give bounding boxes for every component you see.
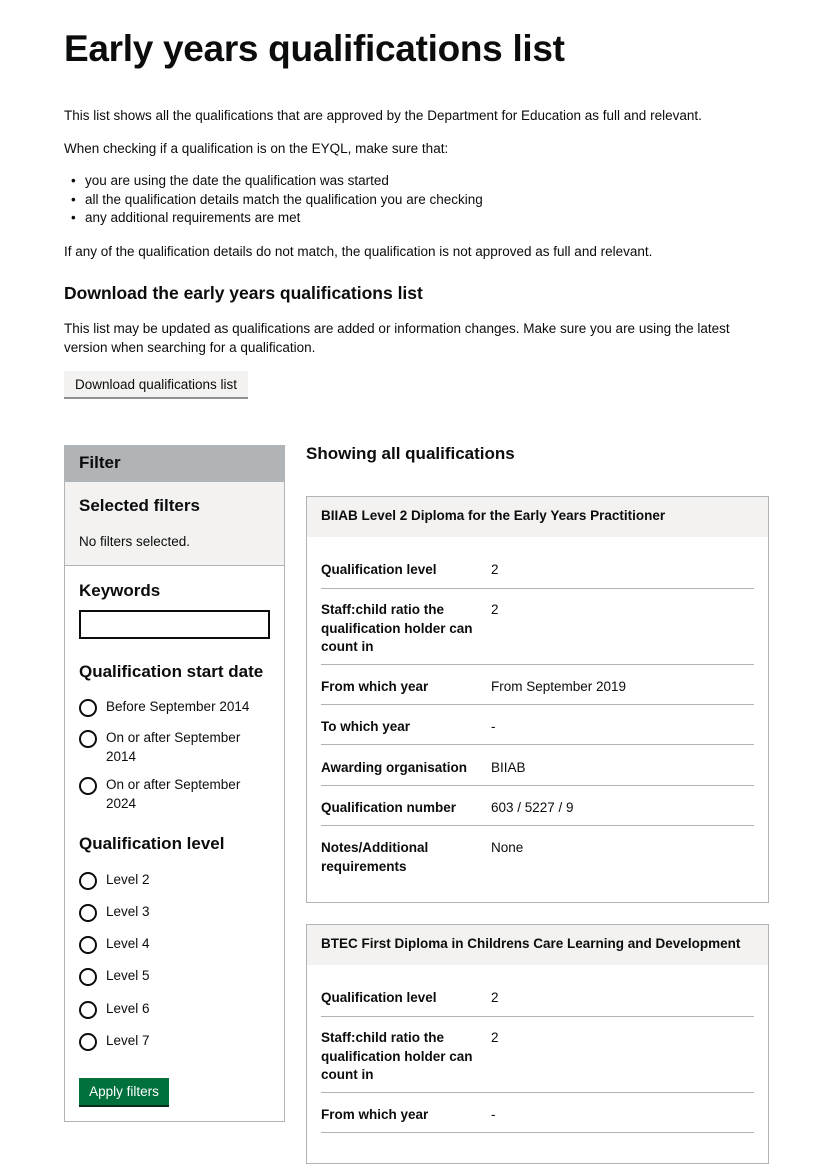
radio-circle[interactable] — [79, 936, 97, 954]
level-radio-5[interactable] — [79, 967, 256, 986]
selected-filters-heading: Selected filters — [79, 496, 200, 515]
selected-filters-text: No filters selected. — [79, 534, 191, 549]
detail-row-from — [321, 678, 754, 705]
detail-row-number — [321, 799, 754, 826]
detail-value: 603 / 5227 / 9 — [491, 800, 574, 815]
detail-row-org — [321, 759, 754, 786]
start-date-radio-after-2014[interactable] — [79, 729, 256, 766]
radio-circle[interactable] — [79, 904, 97, 922]
qualification-title: BIIAB Level 2 Diploma for the Early Years Practitioner — [307, 497, 768, 537]
radio-label: Before September 2014 — [106, 699, 250, 714]
level-radio-2[interactable] — [79, 871, 256, 890]
detail-label: To which year — [321, 719, 411, 734]
radio-label: On or after September 2024 — [106, 777, 241, 811]
selected-filters — [65, 482, 284, 566]
radio-label: Level 5 — [106, 968, 150, 983]
level-radio-6[interactable] — [79, 1000, 256, 1019]
detail-row-to — [321, 718, 754, 745]
radio-circle[interactable] — [79, 730, 97, 748]
radio-circle[interactable] — [79, 968, 97, 986]
radio-label: Level 6 — [106, 1001, 150, 1016]
detail-value: 2 — [491, 1030, 499, 1045]
level-radio-4[interactable] — [79, 935, 256, 954]
detail-row-ratio — [321, 1029, 754, 1093]
radio-circle[interactable] — [79, 699, 97, 717]
detail-label: Qualification level — [321, 562, 437, 577]
detail-row-from — [321, 1106, 754, 1133]
start-date-radio-after-2024[interactable] — [79, 776, 256, 813]
detail-row-level — [321, 989, 754, 1017]
keywords-input[interactable] — [79, 610, 270, 639]
list-item: • any additional requirements are met — [64, 209, 483, 228]
detail-value: 2 — [491, 990, 499, 1005]
list-item: • all the qualification details match the qualification you are checking — [64, 191, 483, 210]
detail-label: Qualification number — [321, 800, 457, 815]
level-label: Qualification level — [79, 834, 225, 853]
qualification-title: BTEC First Diploma in Childrens Care Learning and Development — [307, 925, 768, 965]
detail-label: Awarding organisation — [321, 760, 468, 775]
detail-value: - — [491, 719, 496, 734]
apply-filters-button[interactable]: Apply filters — [79, 1078, 169, 1107]
detail-value: From September 2019 — [491, 679, 627, 694]
radio-label: Level 4 — [106, 936, 150, 951]
detail-label: Notes/Additional requirements — [321, 840, 429, 874]
start-date-label: Qualification start date — [79, 662, 264, 681]
detail-label: Qualification level — [321, 990, 437, 1005]
detail-row-ratio — [321, 601, 754, 665]
detail-value: None — [491, 840, 524, 855]
radio-circle[interactable] — [79, 872, 97, 890]
list-item: • you are using the date the qualification was started — [64, 172, 483, 191]
download-heading: Download the early years qualifications list — [64, 283, 423, 303]
radio-circle[interactable] — [79, 777, 97, 795]
keywords-label: Keywords — [79, 581, 161, 600]
intro-checklist-lead: When checking if a qualification is on the EYQL, make sure that: — [64, 141, 449, 156]
detail-label: From which year — [321, 679, 429, 694]
detail-row-level — [321, 561, 754, 589]
filter-panel — [64, 445, 285, 1122]
radio-label: Level 3 — [106, 904, 150, 919]
detail-row-notes — [321, 839, 754, 884]
download-list-button[interactable]: Download qualifications list — [64, 371, 248, 399]
level-radio-7[interactable] — [79, 1032, 256, 1051]
detail-value: BIIAB — [491, 760, 526, 775]
radio-label: On or after September 2014 — [106, 730, 241, 764]
radio-circle[interactable] — [79, 1033, 97, 1051]
qualification-card — [306, 924, 769, 1164]
intro-warning: If any of the qualification details do not match, the qualification is not approved as full and relevant. — [64, 244, 653, 259]
start-date-radio-before-2014[interactable] — [79, 698, 256, 717]
filter-heading: Filter — [65, 446, 284, 482]
detail-label: From which year — [321, 1107, 429, 1122]
intro-paragraph: This list shows all the qualifications that are approved by the Department for Education as full and relevant. — [64, 108, 702, 123]
detail-value: 2 — [491, 602, 499, 617]
qualification-card — [306, 496, 769, 903]
detail-value: 2 — [491, 562, 499, 577]
radio-circle[interactable] — [79, 1001, 97, 1019]
detail-value: - — [491, 1107, 496, 1122]
radio-label: Level 7 — [106, 1033, 150, 1048]
detail-label: Staff:child ratio the qualification holder can count in — [321, 1030, 473, 1082]
detail-label: Staff:child ratio the qualification holder can count in — [321, 602, 473, 654]
download-description: This list may be updated as qualifications are added or information changes. Make sure you are using the latest version when searching for a qualification. — [64, 321, 730, 355]
radio-label: Level 2 — [106, 872, 150, 887]
level-radio-3[interactable] — [79, 903, 256, 922]
results-heading: Showing all qualifications — [306, 444, 515, 463]
requirements-list — [64, 172, 483, 228]
page-title: Early years qualifications list — [64, 28, 565, 69]
